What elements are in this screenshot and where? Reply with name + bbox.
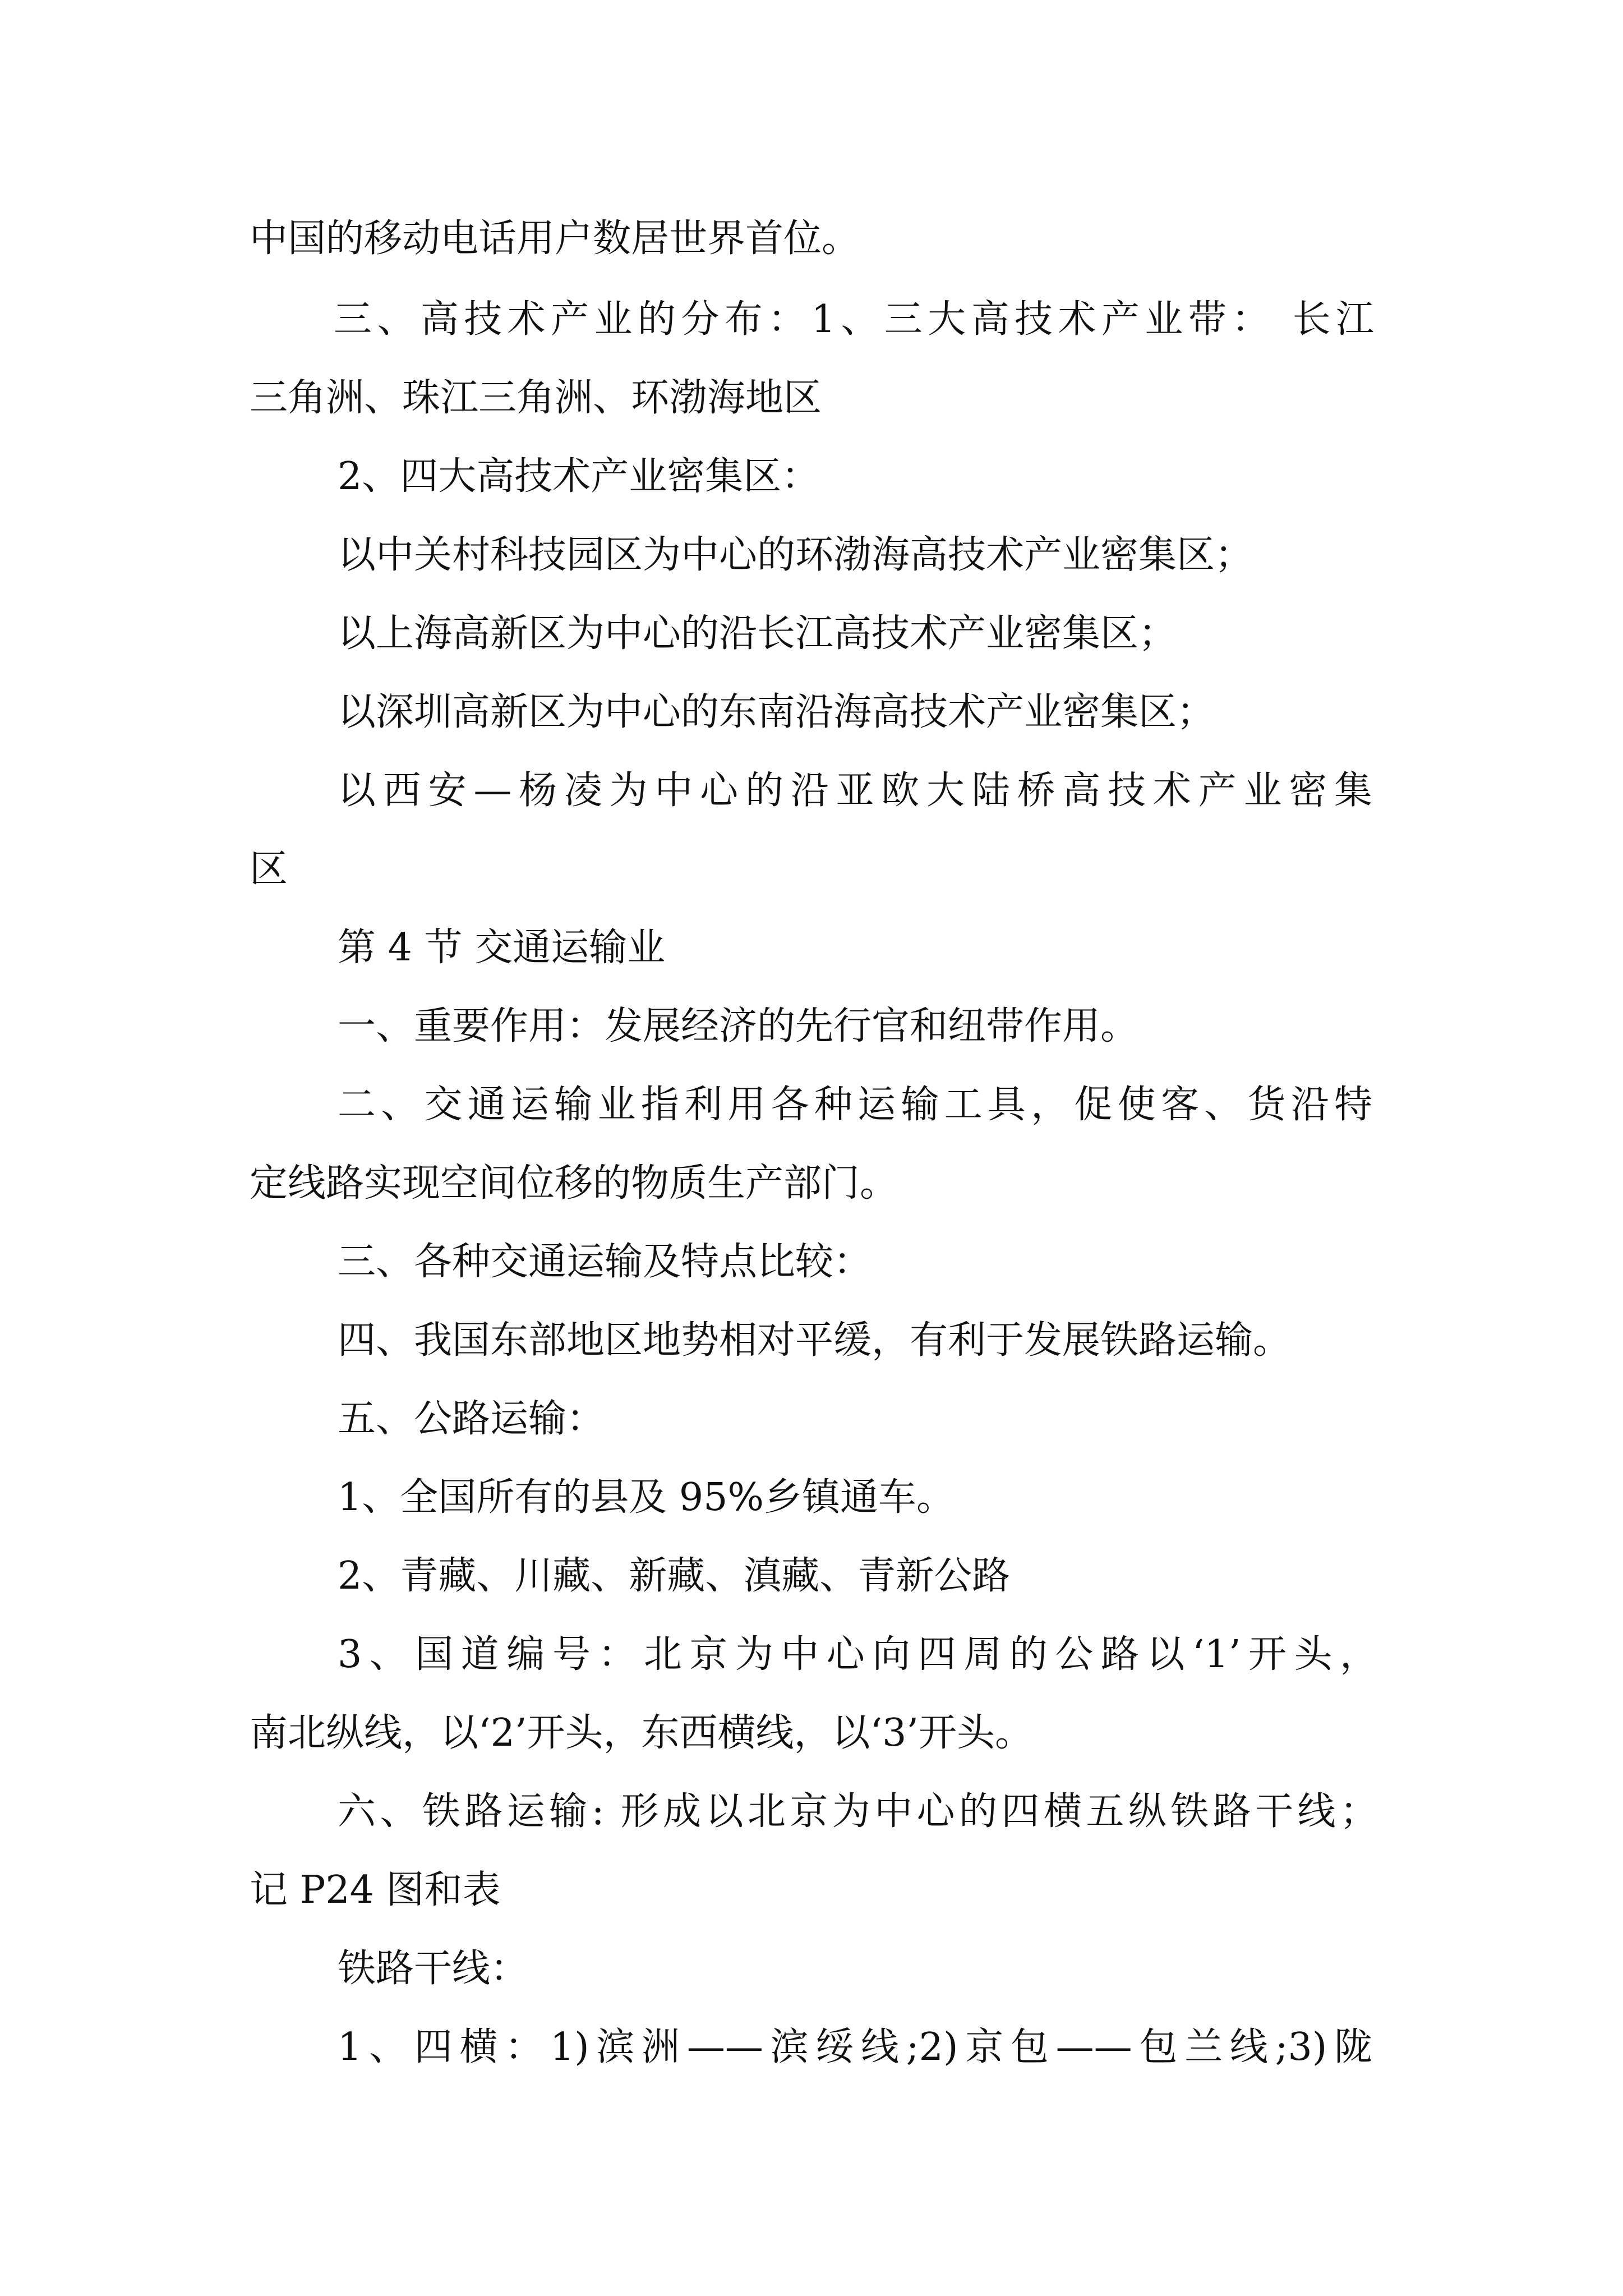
text-line-19: 3、国道编号：北京为中心向四周的公路以‘1’开头， [338,1632,1378,1677]
text-line-8: 以西安—杨凌为中心的沿亚欧大陆桥高技术产业密集 [338,769,1372,813]
text-line-1: 中国的移动电话用户数居世界首位。 [250,217,860,261]
text-line-17: 1、全国所有的县及 95%乡镇通车。 [338,1475,955,1520]
text-line-22: 记 P24 图和表 [250,1868,501,1912]
text-line-21: 六、铁路运输: 形成以北京为中心的四横五纵铁路干线； [338,1789,1378,1834]
text-line-3: 三角洲、珠江三角洲、环渤海地区 [250,376,822,420]
text-line-14: 三、各种交通运输及特点比较： [338,1240,872,1284]
text-line-2: 三、高技术产业的分布：1、三大高技术产业带： 长江 [334,297,1374,342]
section-heading: 第 4 节 交通运输业 [338,926,666,970]
text-line-16: 五、公路运输： [338,1397,605,1441]
text-line-4: 2、四大高技术产业密集区： [338,454,820,499]
text-line-18: 2、青藏、川藏、新藏、滇藏、青新公路 [338,1554,1011,1598]
text-line-12: 二、交通运输业指利用各种运输工具，促使客、货沿特 [338,1083,1372,1127]
text-line-24: 1、四横：1)滨洲——滨绥线;2)京包——包兰线;3)陇 [338,2025,1372,2069]
text-line-20: 南北纵线，以‘2’开头，东西横线，以‘3’开头。 [250,1711,1033,1755]
text-line-6: 以上海高新区为中心的沿长江高技术产业密集区； [338,611,1177,656]
text-line-11: 一、重要作用：发展经济的先行官和纽带作用。 [338,1004,1139,1048]
text-line-7: 以深圳高新区为中心的东南沿海高技术产业密集区； [338,690,1215,734]
text-line-13: 定线路实现空间位移的物质生产部门。 [250,1161,898,1205]
text-line-9: 区 [250,847,288,891]
text-line-23: 铁路干线： [338,1947,529,1991]
text-line-5: 以中关村科技园区为中心的环渤海高技术产业密集区； [338,533,1253,577]
text-line-15: 四、我国东部地区地势相对平缓，有利于发展铁路运输。 [338,1318,1292,1363]
